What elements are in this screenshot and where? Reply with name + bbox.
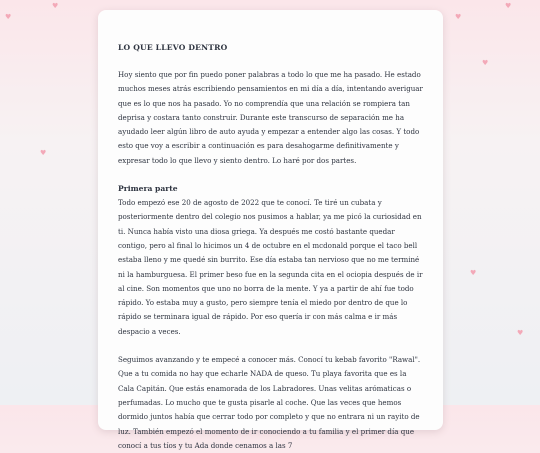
- document-card: [98, 10, 443, 450]
- heart-icon: ♥: [470, 269, 477, 277]
- heart-icon: ♥: [455, 13, 462, 21]
- heart-icon: ♥: [5, 13, 12, 21]
- section-heading: Primera parte: [118, 184, 178, 194]
- heart-icon: ♥: [517, 329, 524, 337]
- document-body: [98, 10, 443, 453]
- intro-paragraph: Hoy siento que por fin puedo poner palabras a todo lo que me ha pasado. He estado muchos meses atrás escribiendo pensamientos en mi día a día, intentando averiguar que es lo que nos ha pasado. Yo no comprendía que una relación se rompiera tan deprisa y costara tanto construir. Durante este transcurso de separación me ha ayudado leer algún libro de auto ayuda y empezar a entender algo las cosas. Y todo esto que voy a escribir a continuación es para desahogarme definitivamente y expresar todo lo que llevo y siento dentro. Lo haré por dos partes.: [118, 70, 423, 165]
- heart-icon: ♥: [505, 2, 512, 10]
- document-title: LO QUE LLEVO DENTRO: [118, 43, 228, 52]
- section-paragraph-2: Seguimos avanzando y te empecé a conocer más. Conocí tu kebab favorito "Rawal". Que a tu comida no hay que echarle NADA de queso. Tu playa favorita que es la Cala Capitán. Que estás enamorada de los Labradores. Unas velitas arómaticas o perfumadas. Lo mucho que te gusta pisarle al coche. Que las veces que hemos dormido juntos había que cerrar todo por completo y que no entrara ni un rayito de luz. También empezó el momento de ir conociendo a tu familia y el primer día que conocí a tus tíos y tu Ada donde cenamos a las 7: [118, 355, 421, 450]
- heart-icon: ♥: [52, 2, 59, 10]
- heart-icon: ♥: [482, 59, 489, 67]
- section-paragraph-1: Todo empezó ese 20 de agosto de 2022 que te conocí. Te tiré un cubata y posteriormente dentro del colegio nos pusimos a hablar, ya me picó la curiosidad en ti. Nunca había visto una diosa griega. Ya después me costó bastante quedar contigo, pero al final lo hicimos un 4 de octubre en el mcdonald porque el taco bell estaba lleno y me quedé sin burrito. Ese día estaba tan nervioso que no me terminé ni la hamburguesa. El primer beso fue en la segunda cita en el ociopia después de ir al cine. Son momentos que uno no borra de la mente. Y ya a partir de ahí fue todo rápido. Yo estaba muy a gusto, pero siempre tenía el miedo por dentro de que lo rápido se terminara igual de rápido. Por eso quería ir con más calma e ir más despacio a veces.: [118, 198, 423, 336]
- heart-icon: ♥: [40, 149, 47, 157]
